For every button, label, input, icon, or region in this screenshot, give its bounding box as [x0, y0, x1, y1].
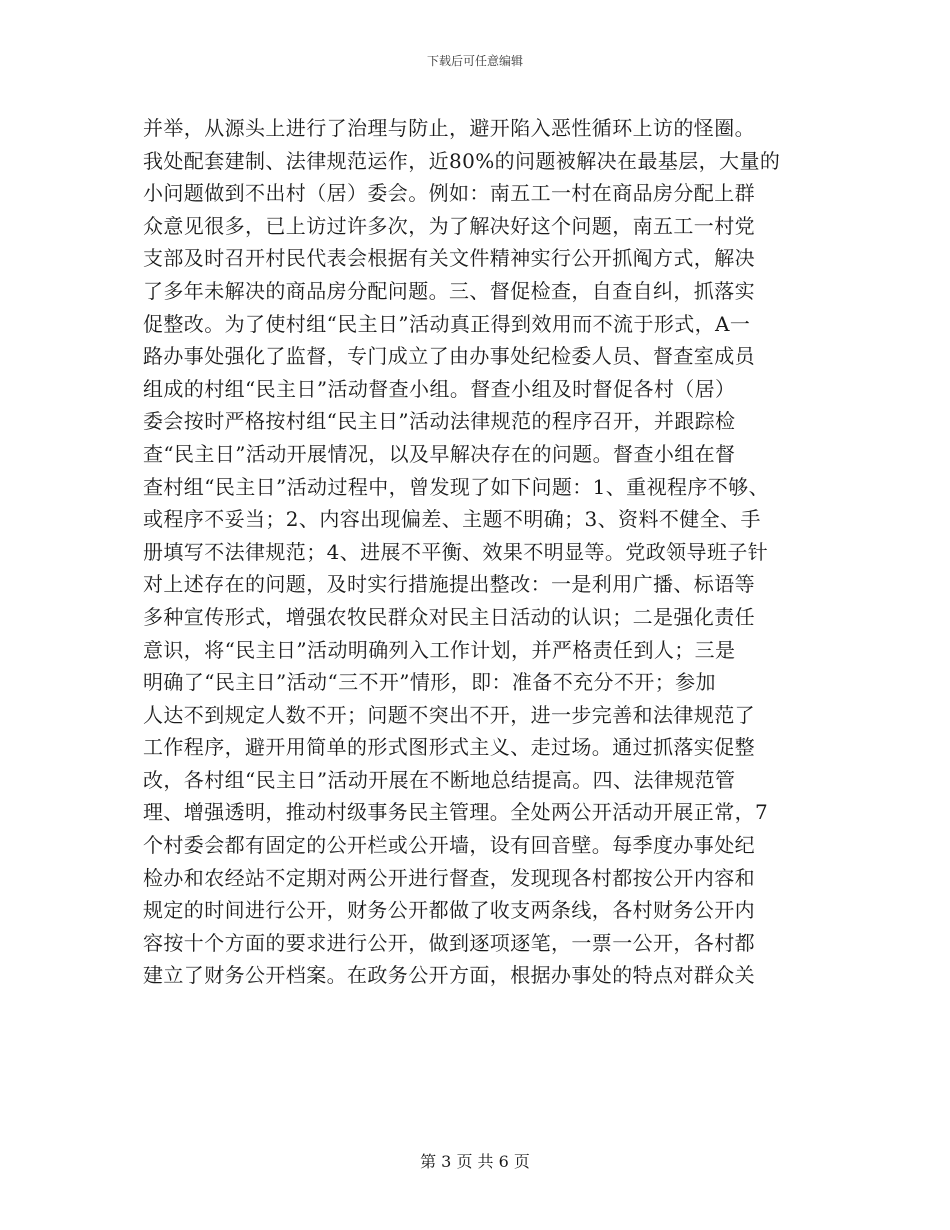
text-line: 检办和农经站不定期对两公开进行督查，发现现各村都按公开内容和 — [143, 865, 755, 890]
text-line: 路办事处强化了监督，专门成立了由办事处纪检委人员、督查室成员 — [143, 344, 755, 369]
text-line: 并举，从源头上进行了治理与防止，避开陷入恶性循环上访的怪圈。 — [143, 116, 755, 140]
text-line: 小问题做到不出村（居）委会。例如：南五工一村在商品房分配上群 — [143, 181, 755, 206]
text-line: 规定的时间进行公开，财务公开都做了收支两条线，各村财务公开内 — [143, 898, 755, 923]
text-line: 对上述存在的问题，及时实行措施提出整改：一是利用广播、标语等 — [143, 572, 755, 597]
text-line: 个村委会都有固定的公开栏或公开墙，设有回音壁。每季度办事处纪 — [143, 833, 755, 858]
text-line: 工作程序，避开用简单的形式图形式主义、走过场。通过抓落实促整 — [143, 735, 755, 760]
text-line: 众意见很多，已上访过许多次，为了解决好这个问题，南五工一村党 — [143, 213, 755, 238]
text-line: 我处配套建制、法律规范运作，近80%的问题被解决在最基层，大量的 — [143, 148, 781, 173]
text-line: 支部及时召开村民代表会根据有关文件精神实行公开抓阄方式，解决 — [143, 246, 755, 271]
text-line: 人达不到规定人数不开；问题不突出不开，进一步完善和法律规范了 — [143, 702, 755, 727]
page-header: 下载后可任意编辑 — [426, 54, 523, 68]
text-line: 了多年未解决的商品房分配问题。三、督促检查，自查自纠，抓落实 — [143, 278, 755, 303]
text-line: 多种宣传形式，增强农牧民群众对民主日活动的认识；二是强化责任 — [143, 604, 755, 629]
text-line: 明确了“民主日”活动“三不开”情形，即：准备不充分不开；参加 — [143, 670, 716, 695]
text-line: 建立了财务公开档案。在政务公开方面，根据办事处的特点对群众关 — [143, 963, 755, 988]
text-line: 查“民主日”活动开展情况，以及早解决存在的问题。督查小组在督 — [143, 441, 736, 466]
page-footer: 第 3 页 共 6 页 — [420, 1152, 530, 1171]
text-line: 理、增强透明，推动村级事务民主管理。全处两公开活动开展正常，7 — [143, 800, 769, 825]
text-line: 改，各村组“民主日”活动开展在不断地总结提高。四、法律规范管 — [143, 767, 736, 792]
text-line: 查村组“民主日”活动过程中，曾发现了如下问题：1、重视程序不够、 — [143, 474, 769, 499]
text-line: 组成的村组“民主日”活动督查小组。督查小组及时督促各村（居） — [143, 376, 736, 401]
text-line: 委会按时严格按村组“民主日”活动法律规范的程序召开，并跟踪检 — [143, 409, 736, 434]
text-line: 或程序不妥当；2、内容出现偏差、主题不明确；3、资料不健全、手 — [143, 507, 761, 532]
document-body — [143, 112, 823, 992]
text-line: 容按十个方面的要求进行公开，做到逐项逐笔，一票一公开，各村都 — [143, 930, 755, 955]
text-line: 促整改。为了使村组“民主日”活动真正得到效用而不流于形式，A一 — [143, 311, 751, 336]
text-line: 意识，将“民主日”活动明确列入工作计划，并严格责任到人；三是 — [143, 637, 736, 662]
text-line: 册填写不法律规范；4、进展不平衡、效果不明显等。党政领导班子针 — [143, 539, 769, 564]
